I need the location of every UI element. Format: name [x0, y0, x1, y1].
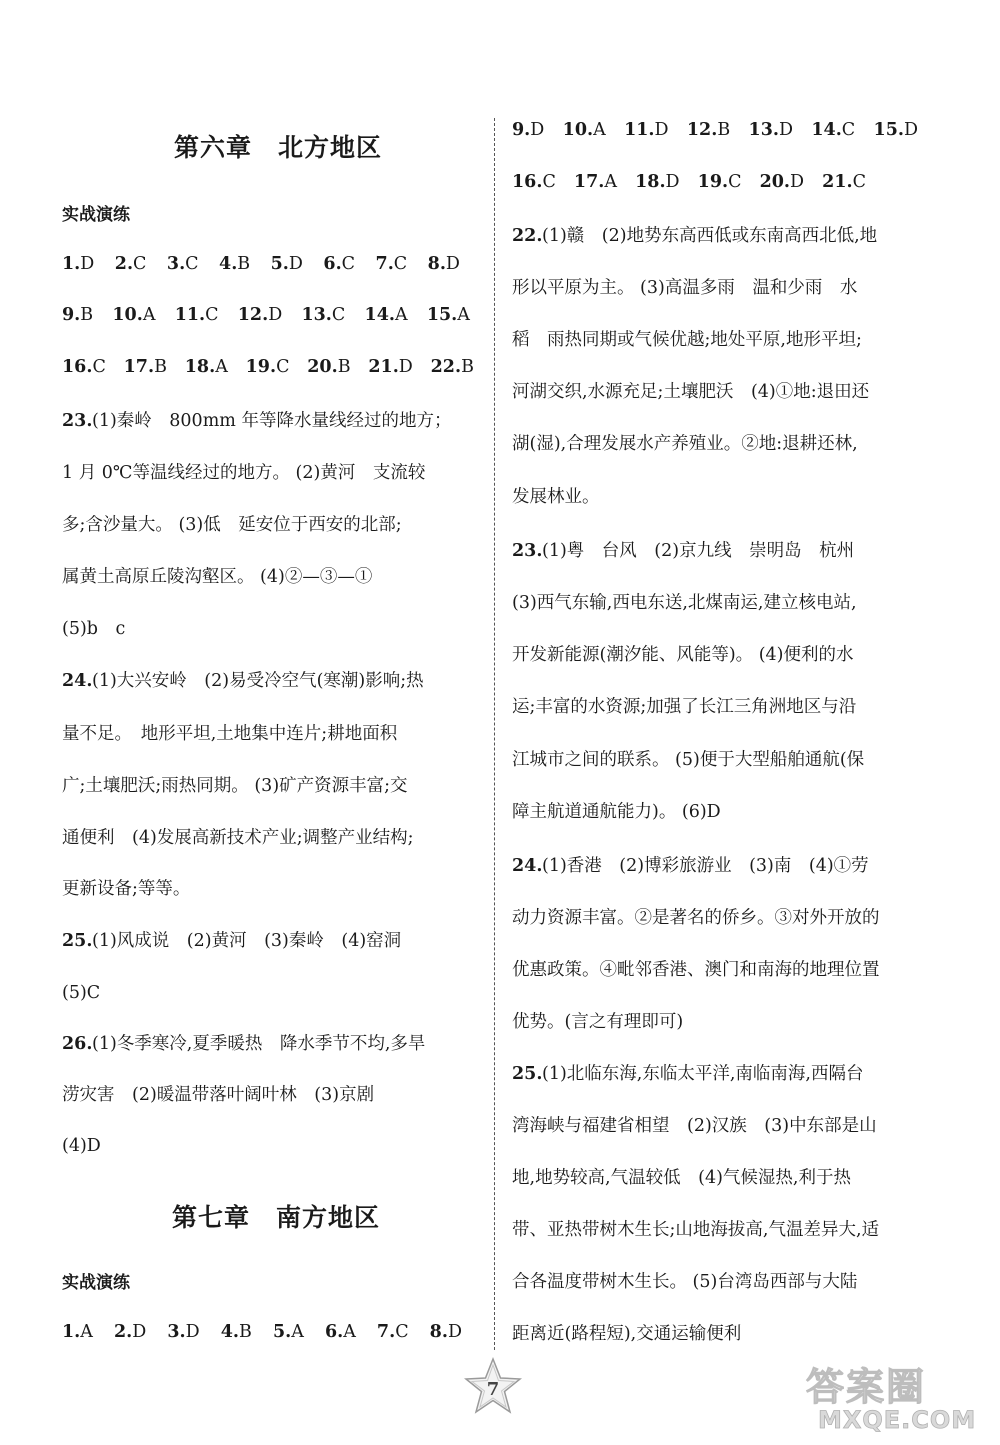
mc-question-number: 1. [62, 1322, 81, 1342]
answer-line: 河湖交织,水源充足;土壤肥沃 (4)①地:退田还 [512, 382, 870, 402]
answer-line: 量不足。 地形平坦,土地集中连片;耕地面积 [62, 724, 398, 744]
mc-answer [368, 355, 412, 379]
answer-line: (5)C [62, 983, 101, 1003]
mc-answer-letter: B [154, 357, 167, 377]
answer-line: (1)赣 (2)地势东高西低或东南高西北低,地 [542, 226, 878, 246]
answer-line: 通便利 (4)发展高新技术产业;调整产业结构; [62, 828, 414, 848]
answer-line: (1)香港 (2)博彩旅游业 (3)南 (4)①劳 [542, 856, 869, 876]
mc-answer [749, 118, 793, 142]
mc-answer-letter: D [790, 172, 805, 192]
mc-answer [760, 170, 804, 194]
mc-answer [271, 252, 303, 276]
mc-answer [376, 252, 408, 276]
mc-question-number: 17. [573, 172, 605, 192]
mc-question-number: 13. [301, 305, 332, 325]
answer-line: 优势。(言之有理即可) [512, 1012, 684, 1032]
mc-answer [167, 252, 199, 276]
mc-answer [365, 303, 408, 327]
question-number: 24. [62, 671, 93, 691]
mc-answer-letter: C [393, 254, 408, 274]
mc-question-number: 3. [166, 254, 186, 274]
answer-line: 稻 雨热同期或气候优越;地处平原,地形平坦; [512, 330, 862, 350]
mc-answer-letter: D [445, 254, 460, 274]
watermark-bottom-text: MXQE.COM [818, 1406, 977, 1434]
mc-answer-letter: C [728, 172, 742, 192]
mc-question-number: 17. [123, 357, 155, 377]
answer-line: 障主航道通航能力)。 (6)D [512, 802, 721, 822]
mc-answer [430, 1320, 462, 1344]
mc-question-number: 11. [174, 305, 206, 325]
mc-answer-letter: C [205, 305, 219, 325]
mc-answer [574, 170, 617, 194]
mc-answer [428, 252, 460, 276]
page-number-star-icon [462, 1356, 524, 1418]
answer-line: 合各温度带树木生长。 (5)台湾岛西部与大陆 [512, 1272, 858, 1292]
mc-question-number: 19. [245, 357, 277, 377]
mc-answer-letter: C [185, 254, 199, 274]
ch7-mc-row-1 [62, 1320, 462, 1344]
answer-line: (3)西气东输,西电东送,北煤南运,建立核电站, [512, 593, 857, 613]
mc-question-number: 18. [184, 357, 216, 377]
answer-line: 地,地势较高,气温较低 (4)气候湿热,利于热 [512, 1168, 851, 1188]
mc-question-number: 16. [512, 172, 543, 192]
mc-answer [114, 1320, 146, 1344]
answer-line: 属黄土高原丘陵沟壑区。 (4)②—③—① [62, 567, 373, 587]
answer-line: (1)北临东海,东临太平洋,南临南海,西隔台 [542, 1064, 864, 1084]
mc-answer-letter: C [92, 357, 106, 377]
mc-answer-letter: A [343, 1322, 356, 1342]
question-number: 25. [62, 931, 93, 951]
answer-line: (1)大兴安岭 (2)易受冷空气(寒潮)影响;热 [92, 671, 424, 691]
watermark-logo [788, 1352, 998, 1442]
mc-question-number: 12. [237, 305, 269, 325]
mc-answer-letter: C [852, 172, 866, 192]
answer-line: 江城市之间的联系。 (5)便于大型船舶通航(保 [512, 750, 865, 770]
mc-answer-letter: A [215, 357, 228, 377]
answer-line: 湾海峡与福建省相望 (2)汉族 (3)中东部是山 [512, 1116, 877, 1136]
answer-line: 湖(湿),合理发展水产养殖业。②地:退耕还林, [512, 434, 858, 454]
mc-answer [175, 303, 219, 327]
mc-question-number: 3. [167, 1322, 186, 1342]
mc-answer [822, 170, 866, 194]
mc-question-number: 4. [220, 1322, 240, 1342]
mc-answer [687, 118, 730, 142]
mc-answer-letter: B [461, 357, 474, 377]
mc-question-number: 21. [368, 357, 399, 377]
mc-answer [221, 1320, 252, 1344]
mc-answer-letter: D [778, 120, 794, 140]
mc-question-number: 16. [62, 357, 93, 377]
mc-question-number: 14. [811, 120, 842, 140]
mc-question-number: 13. [748, 120, 779, 140]
mc-answer [273, 1320, 304, 1344]
answer-line: 1 月 0℃等温线经过的地方。 (2)黄河 支流较 [62, 463, 426, 483]
mc-question-number: 5. [272, 1322, 292, 1342]
mc-question-number: 2. [114, 254, 134, 274]
mc-answer [112, 303, 155, 327]
mc-question-number: 14. [364, 305, 395, 325]
chapter-6-section-label: 实战演练 [62, 205, 130, 225]
mc-answer-letter: A [457, 305, 470, 325]
mc-answer-letter: A [80, 1322, 93, 1342]
mc-question-number: 1. [62, 254, 81, 274]
mc-question-number: 22. [430, 357, 462, 377]
answer-line: 优惠政策。④毗邻香港、澳门和南海的地理位置 [512, 960, 880, 980]
mc-question-number: 11. [624, 120, 655, 140]
mc-question-number: 10. [112, 305, 143, 325]
mc-answer-letter: C [133, 254, 147, 274]
mc-answer-letter: D [132, 1322, 147, 1342]
mc-answer-letter: C [276, 357, 290, 377]
mc-question-number: 4. [219, 254, 238, 274]
question-number: 22. [512, 226, 543, 246]
mc-answer-letter: D [530, 120, 545, 140]
mc-answer-letter: B [717, 120, 731, 140]
mc-answer-letter: D [654, 120, 669, 140]
mc-question-number: 12. [686, 120, 718, 140]
answer-line: (1)秦岭 800mm 年等降水量线经过的地方； [92, 411, 452, 431]
mc-question-number: 9. [62, 305, 81, 325]
mc-question-number: 10. [562, 120, 594, 140]
answer-line: 带、亚热带树木生长;山地海拔高,气温差异大,适 [512, 1220, 880, 1240]
answer-line: 多;含沙量大。 (3)低 延安位于西安的北部; [62, 515, 402, 535]
mc-answer [238, 303, 282, 327]
mc-answer [167, 1320, 199, 1344]
mc-answer [62, 252, 94, 276]
answer-line: 距离近(路程短),交通运输便利 [512, 1324, 742, 1344]
mc-question-number: 5. [270, 254, 289, 274]
mc-answer [62, 1320, 93, 1344]
mc-answer-letter: C [341, 254, 356, 274]
mc-question-number: 6. [323, 254, 342, 274]
answer-line: 运;丰富的水资源;加强了长江三角洲地区与沿 [512, 697, 857, 717]
mc-answer-letter: C [841, 120, 856, 140]
mc-question-number: 2. [113, 1322, 133, 1342]
mc-answer [635, 170, 679, 194]
mc-question-number: 7. [375, 254, 394, 274]
mc-answer [431, 355, 474, 379]
mc-answer-letter: D [268, 305, 283, 325]
mc-answer-letter: B [80, 305, 94, 325]
question-number: 26. [62, 1034, 93, 1054]
mc-answer-letter: A [593, 120, 606, 140]
mc-answer [377, 1320, 409, 1344]
mc-answer [563, 118, 606, 142]
mc-answer-letter: D [447, 1322, 462, 1342]
mc-answer [512, 118, 544, 142]
mc-question-number: 8. [427, 254, 446, 274]
mc-question-number: 21. [822, 172, 853, 192]
mc-question-number: 8. [429, 1322, 448, 1342]
mc-answer [185, 355, 228, 379]
mc-answer [219, 252, 250, 276]
question-number: 23. [62, 411, 93, 431]
ch6-mc-row-2 [62, 303, 470, 327]
mc-answer [512, 170, 556, 194]
answer-line: (1)风成说 (2)黄河 (3)秦岭 (4)窑洞 [92, 931, 402, 951]
ch7-mc-row-3 [512, 170, 866, 194]
mc-answer [811, 118, 855, 142]
mc-answer [325, 1320, 356, 1344]
column-divider [494, 118, 495, 1350]
mc-answer-letter: A [394, 305, 408, 325]
mc-answer-letter: C [542, 172, 556, 192]
mc-answer [307, 355, 350, 379]
mc-question-number: 7. [376, 1322, 396, 1342]
mc-answer [115, 252, 147, 276]
mc-answer-letter: D [288, 254, 303, 274]
mc-answer-letter: C [331, 305, 346, 325]
ch7-mc-row-2 [512, 118, 918, 142]
mc-question-number: 9. [512, 120, 531, 140]
mc-answer [624, 118, 668, 142]
answer-line: 发展林业。 [512, 487, 600, 507]
question-number: 23. [512, 541, 543, 561]
mc-answer-letter: A [604, 172, 618, 192]
mc-answer [323, 252, 355, 276]
answer-line: (5)b c [62, 619, 126, 639]
mc-answer-letter: D [80, 254, 95, 274]
watermark-top-text: 答案圈 [806, 1365, 927, 1409]
mc-answer-letter: C [395, 1322, 409, 1342]
answer-line: 涝灾害 (2)暖温带落叶阔叶林 (3)京剧 [62, 1085, 375, 1105]
mc-question-number: 15. [426, 305, 458, 325]
mc-answer-letter: D [398, 357, 413, 377]
ch6-mc-row-3 [62, 355, 474, 379]
mc-answer-letter: D [665, 172, 680, 192]
mc-question-number: 6. [324, 1322, 344, 1342]
mc-answer [62, 355, 106, 379]
page-number: 7 [486, 1379, 500, 1400]
answer-line: 开发新能源(潮汐能、风能等)。 (4)便利的水 [512, 645, 854, 665]
question-number: 24. [512, 856, 543, 876]
mc-answer [874, 118, 918, 142]
answer-line: 广;土壤肥沃;雨热同期。 (3)矿产资源丰富;交 [62, 776, 408, 796]
answer-line: (1)粤 台风 (2)京九线 崇明岛 杭州 [542, 541, 855, 561]
answer-line: 动力资源丰富。②是著名的侨乡。③对外开放的 [512, 908, 880, 928]
answer-line: (4)D [62, 1136, 101, 1156]
answer-line: 形以平原为主。 (3)高温多雨 温和少雨 水 [512, 278, 858, 298]
question-number: 25. [512, 1064, 543, 1084]
mc-question-number: 15. [873, 120, 904, 140]
mc-answer [62, 303, 93, 327]
mc-answer [124, 355, 167, 379]
mc-answer [698, 170, 742, 194]
answer-line: 更新设备;等等。 [62, 879, 191, 899]
chapter-7-title: 第七章 南方地区 [172, 1203, 381, 1232]
answer-line: (1)冬季寒冷,夏季暖热 降水季节不均,多旱 [92, 1034, 426, 1054]
mc-answer [427, 303, 470, 327]
mc-answer-letter: B [239, 1322, 252, 1342]
mc-question-number: 20. [307, 357, 338, 377]
mc-question-number: 20. [759, 172, 791, 192]
chapter-7-section-label: 实战演练 [62, 1273, 130, 1293]
mc-answer-letter: B [237, 254, 251, 274]
mc-answer-letter: B [337, 357, 351, 377]
mc-question-number: 19. [697, 172, 729, 192]
ch6-mc-row-1 [62, 252, 460, 276]
mc-answer [246, 355, 290, 379]
mc-question-number: 18. [635, 172, 666, 192]
mc-answer-letter: A [291, 1322, 304, 1342]
mc-answer-letter: D [185, 1322, 200, 1342]
mc-answer [301, 303, 345, 327]
mc-answer-letter: A [142, 305, 156, 325]
chapter-6-title: 第六章 北方地区 [174, 133, 383, 162]
mc-answer-letter: D [903, 120, 918, 140]
